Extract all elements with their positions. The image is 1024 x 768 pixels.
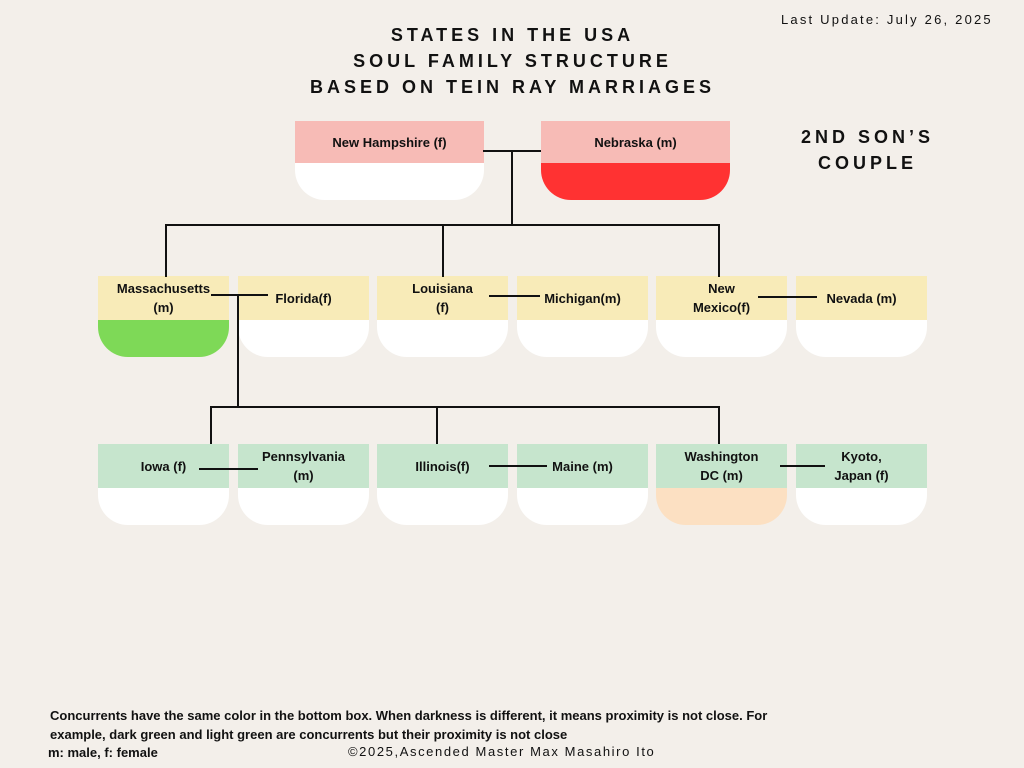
concurrents-note: Concurrents have the same color in the bottom box. When darkness is different, it means proximity is not close. For example, dark green and light green are concurrents but their proximity is not close [50,708,768,742]
title-line-3: BASED ON TEIN RAY MARRIAGES [309,77,716,97]
card-label: Washington DC (m) [656,444,787,488]
card-label: Nevada (m) [796,276,927,320]
card-label: Massachusetts (m) [98,276,229,320]
couple-label-line-1: 2ND SON’S [800,127,935,147]
card-label: Maine (m) [517,444,648,488]
card-label: New Hampshire (f) [295,121,484,163]
card-label: Louisiana (f) [377,276,508,320]
card-label: Nebraska (m) [541,121,730,163]
title-line-1: STATES IN THE USA [390,25,635,45]
card-label: Pennsylvania (m) [238,444,369,488]
card-label: New Mexico(f) [656,276,787,320]
gender-legend: m: male, f: female [48,745,158,760]
card-label: Kyoto, Japan (f) [796,444,927,488]
card-label: Iowa (f) [98,444,229,488]
card-label: Florida(f) [238,276,369,320]
last-update-label: Last Update: July 26, 2025 [781,12,993,27]
card-label: Michigan(m) [517,276,648,320]
copyright-notice: ©2025,Ascended Master Max Masahiro Ito [348,744,656,759]
couple-label-line-2: COUPLE [817,153,917,173]
title-line-2: SOUL FAMILY STRUCTURE [353,51,672,71]
card-label: Illinois(f) [377,444,508,488]
